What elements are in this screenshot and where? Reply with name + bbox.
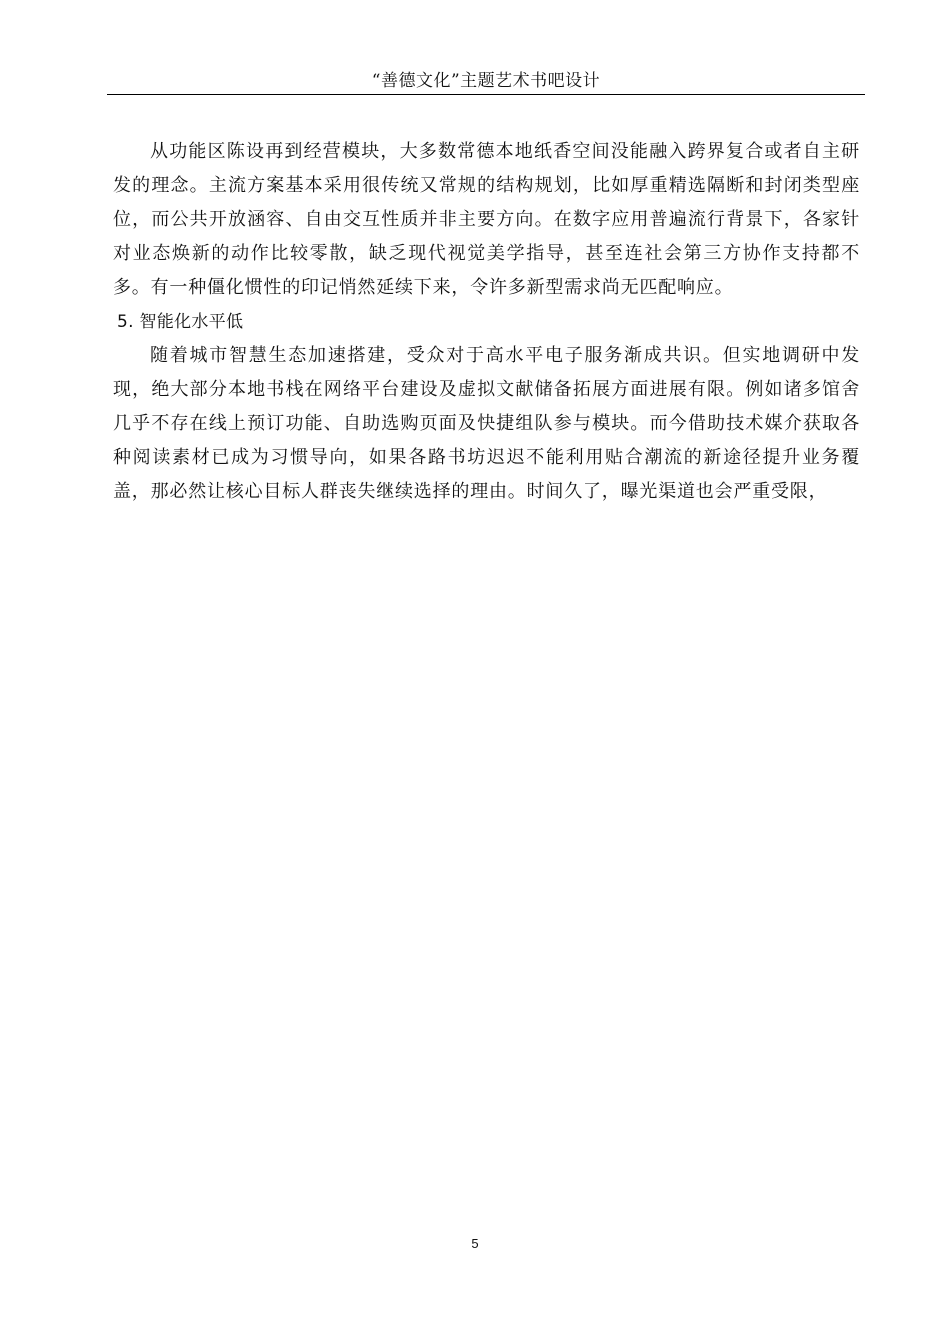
running-header-title: “善德文化”主题艺术书吧设计 <box>371 71 601 91</box>
page-number: 5 <box>471 1236 479 1251</box>
paragraph-functional-layout: 从功能区陈设再到经营模块，大多数常德本地纸香空间没能融入跨界复合或者自主研发的理念。主流方案基本采用很传统又常规的结构规划，比如厚重精选隔断和封闭类型座位，而公共开放涵容、自由交互性质并非主要方向。在数字应用普遍流行背景下，各家针对业态焕新的动作比较零散，缺乏现代视觉美学指导，甚至连社会第三方协作支持都不多。有一种僵化惯性的印记悄然延续下来，令许多新型需求尚无匹配响应。 <box>113 141 860 298</box>
section-heading: 5. 智能化水平低 <box>117 312 244 332</box>
header-divider <box>107 94 865 95</box>
body-text <box>113 135 860 509</box>
paragraph-intelligence-level: 随着城市智慧生态加速搭建，受众对于高水平电子服务渐成共识。但实地调研中发现，绝大部分本地书栈在网络平台建设及虚拟文献储备拓展方面进展有限。例如诸多馆舍几乎不存在线上预订功能、自助选购页面及快捷组队参与模块。而今借助技术媒介获取各种阅读素材已成为习惯导向，如果各路书坊迟迟不能利用贴合潮流的新途径提升业务覆盖，那必然让核心目标人群丧失继续选择的理由。时间久了，曝光渠道也会严重受限， <box>113 345 860 502</box>
